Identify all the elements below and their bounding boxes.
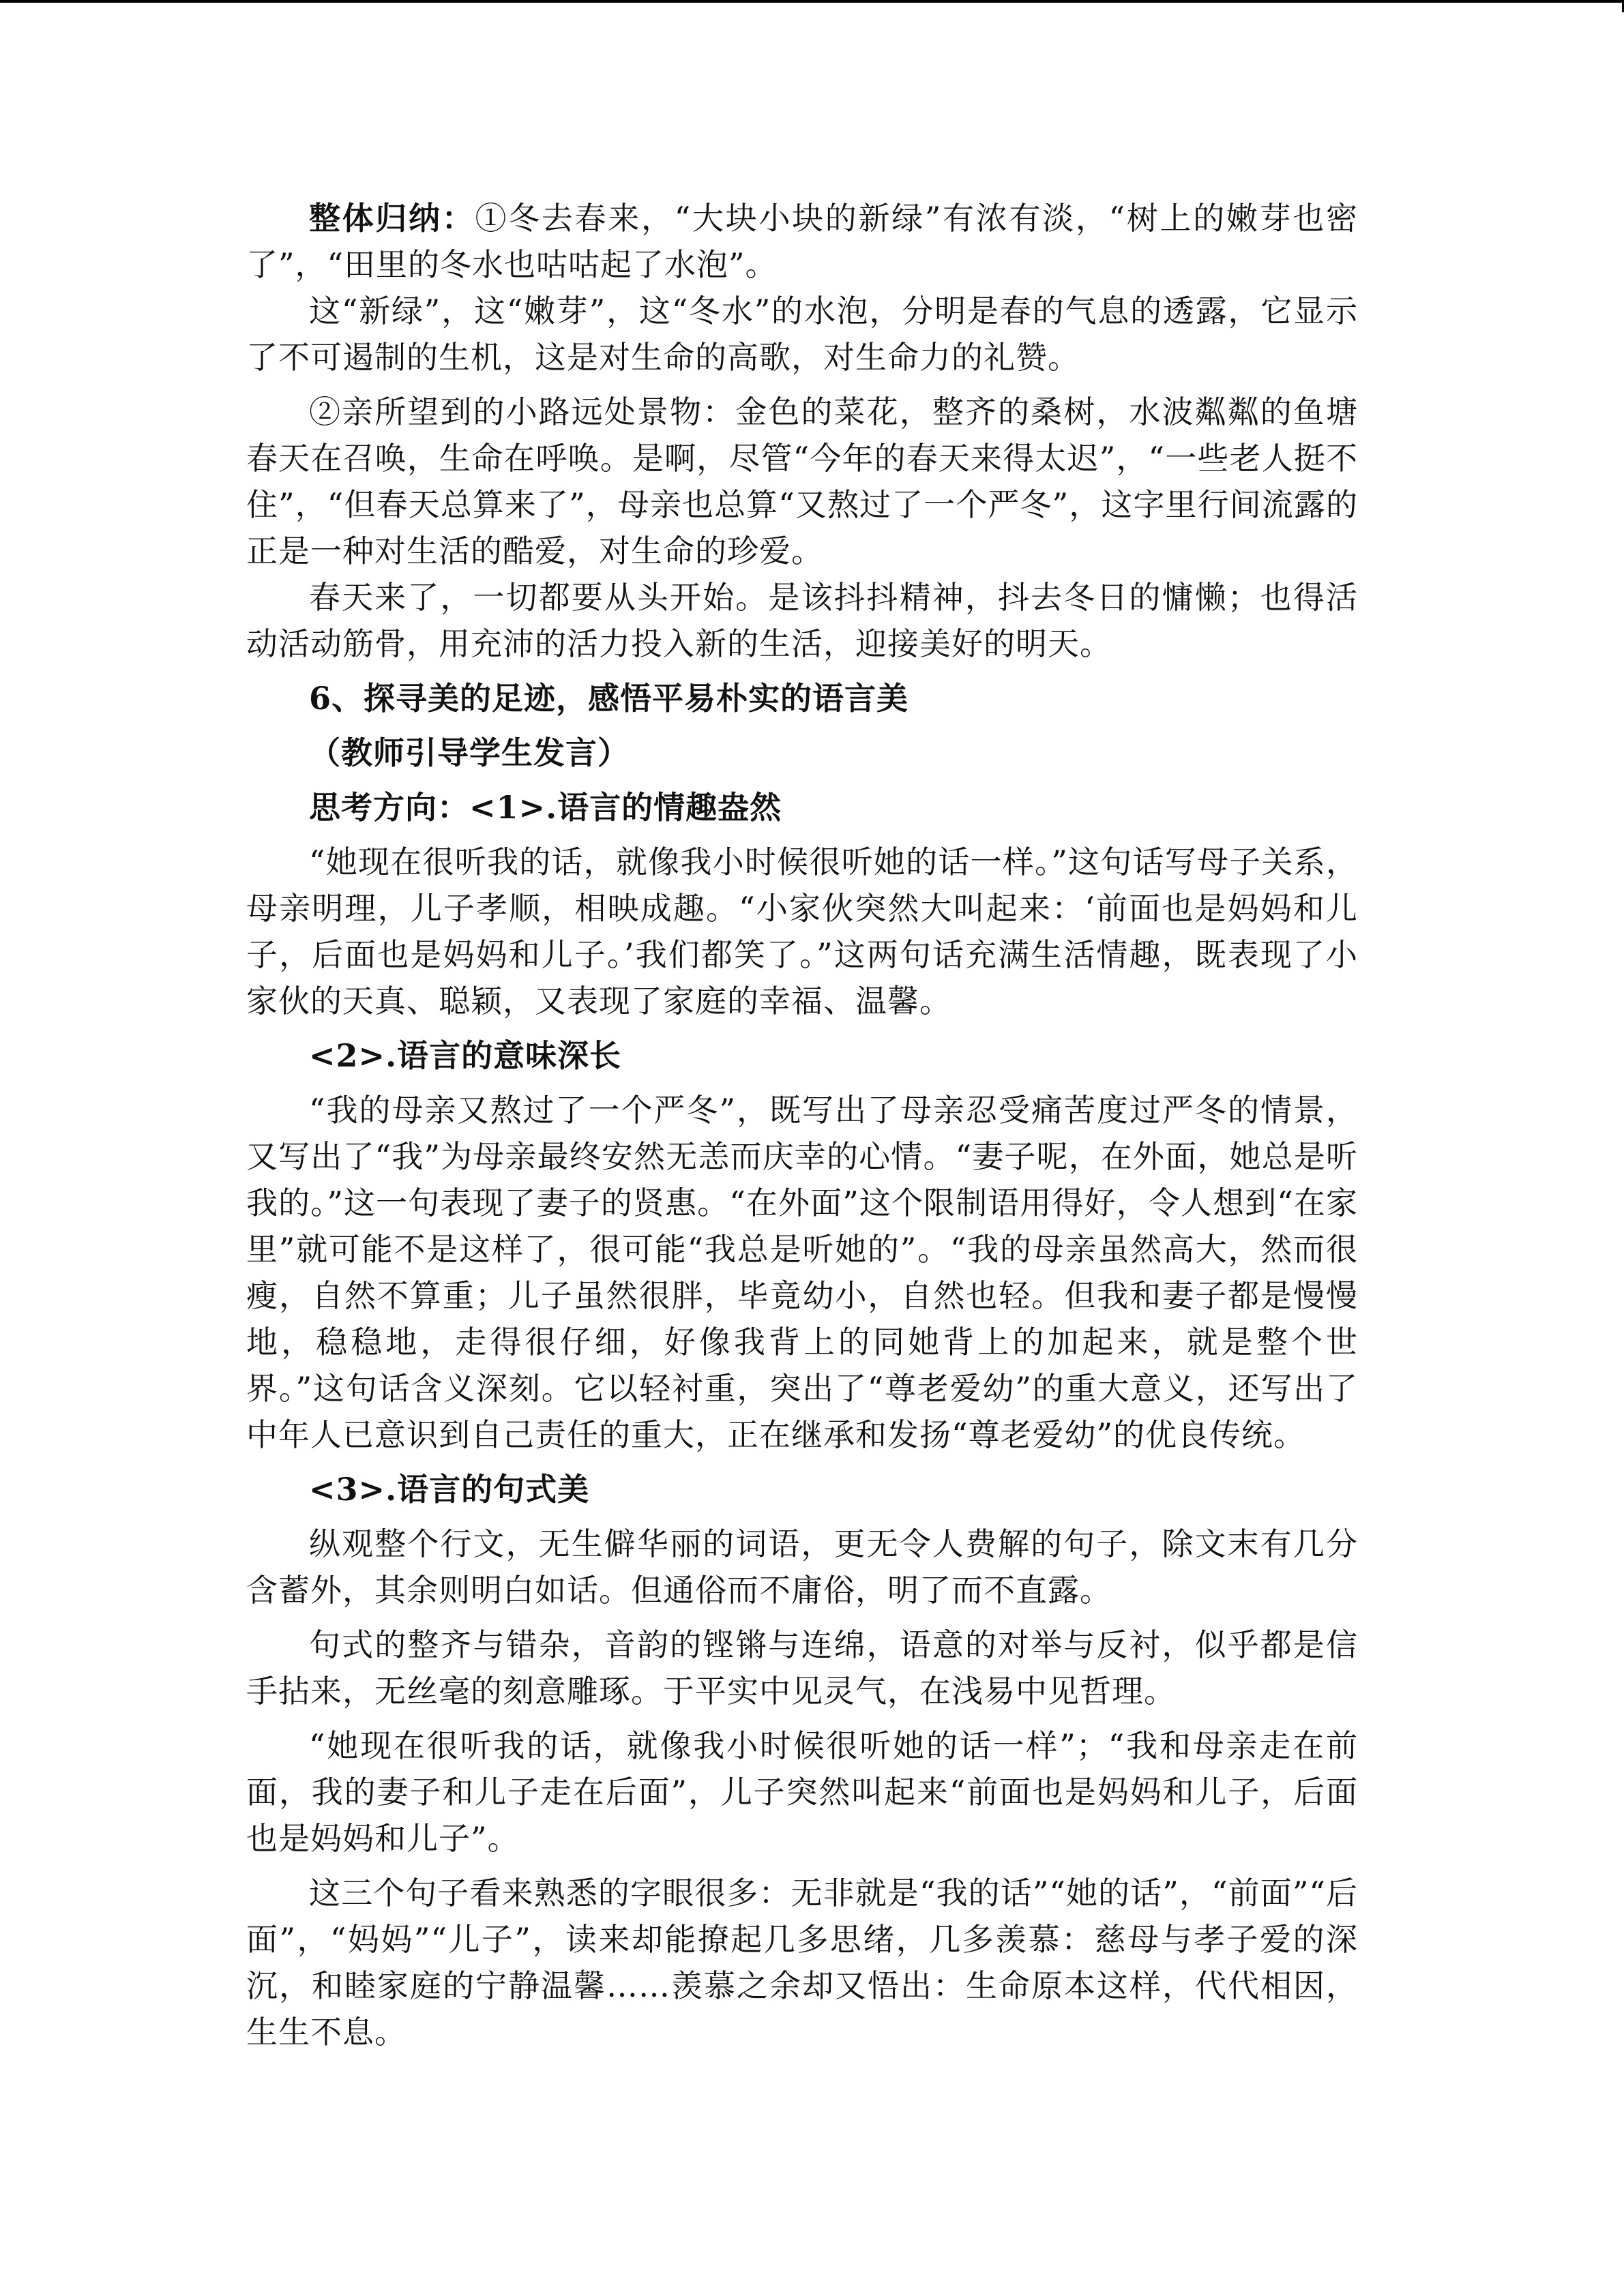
- paragraph: 这“新绿”，这“嫩芽”，这“冬水”的水泡，分明是春的气息的透露，它显示了不可遏制的生机，这是对生命的高歌，对生命力的礼赞。: [246, 293, 1358, 376]
- paragraph: 春天来了，一切都要从头开始。是该抖抖精神，抖去冬日的慵懒；也得活动活动筋骨，用充沛的活力投入新的生活，迎接美好的明天。: [246, 579, 1358, 662]
- paragraph: ②亲所望到的小路远处景物：金色的菜花，整齐的桑树，水波粼粼的鱼塘春天在召唤，生命在呼唤。是啊，尽管“今年的春天来得太迟”，“一些老人挺不住”，“但春天总算来了”，母亲也总算“又熬过了一个严冬”，这字里行间流露的正是一种对生活的酷爱，对生命的珍爱。: [246, 393, 1358, 569]
- paragraph: “她现在很听我的话，就像我小时候很听她的话一样”；“我和母亲走在前面，我的妻子和儿子走在后面”，儿子突然叫起来“前面也是妈妈和儿子，后面也是妈妈和儿子”。: [246, 1727, 1358, 1857]
- summary-label: 整体归纳：: [309, 200, 475, 237]
- paragraph-summary: [246, 195, 1358, 288]
- document-body: [246, 195, 1358, 2063]
- subheading-guidance: （教师引导学生发言）: [309, 734, 630, 771]
- paragraph: “她现在很听我的话，就像我小时候很听她的话一样。”这句话写母子关系，母亲明理，儿子孝顺，相映成趣。“小家伙突然大叫起来：‘前面也是妈妈和儿子，后面也是妈妈和儿子。’我们都笑了。”这两句话充满生活情趣，既表现了小家伙的天真、聪颖，又表现了家庭的幸福、温馨。: [246, 844, 1358, 1019]
- page-top-border: [0, 0, 1624, 3]
- summary-text: ①冬去春来，“大块小块的新绿”有浓有淡，“树上的嫩芽也密了”，“田里的冬水也咕咕起了水泡”。: [246, 200, 1358, 283]
- subheading-direction-2: <2>.语言的意味深长: [309, 1037, 622, 1074]
- paragraph: 这三个句子看来熟悉的字眼很多：无非就是“我的话”“她的话”，“前面”“后面”，“妈妈”“儿子”，读来却能撩起几多思绪，几多羡慕：慈母与孝子爱的深沉，和睦家庭的宁静温馨……羡慕之余却又悟出：生命原本这样，代代相因，生生不息。: [246, 1875, 1358, 2051]
- paragraph: “我的母亲又熬过了一个严冬”，既写出了母亲忍受痛苦度过严冬的情景，又写出了“我”为母亲最终安然无恙而庆幸的心情。“妻子呢，在外面，她总是听我的。”这一句表现了妻子的贤惠。“在外面”这个限制语用得好，令人想到“在家里”就可能不是这样了，很可能“我总是听她的”。“我的母亲虽然高大，然而很瘦，自然不算重；儿子虽然很胖，毕竟幼小，自然也轻。但我和妻子都是慢慢地，稳稳地，走得很仔细，好像我背上的同她背上的加起来，就是整个世界。”这句话含义深刻。它以轻衬重，突出了“尊老爱幼”的重大意义，还写出了中年人已意识到自己责任的重大，正在继承和发扬“尊老爱幼”的优良传统。: [246, 1092, 1358, 1453]
- paragraph: 纵观整个行文，无生僻华丽的词语，更无令人费解的句子，除文末有几分含蓄外，其余则明白如话。但通俗而不庸俗，明了而不直露。: [246, 1525, 1358, 1609]
- section-heading: 6、探寻美的足迹，感悟平易朴实的语言美: [309, 680, 909, 717]
- paragraph: 句式的整齐与错杂，音韵的铿锵与连绵，语意的对举与反衬，似乎都是信手拈来，无丝毫的刻意雕琢。于平实中见灵气，在浅易中见哲理。: [246, 1626, 1358, 1710]
- subheading-direction-3: <3>.语言的句式美: [309, 1471, 590, 1508]
- subheading-direction-1: 思考方向：<1>.语言的情趣盎然: [309, 789, 782, 826]
